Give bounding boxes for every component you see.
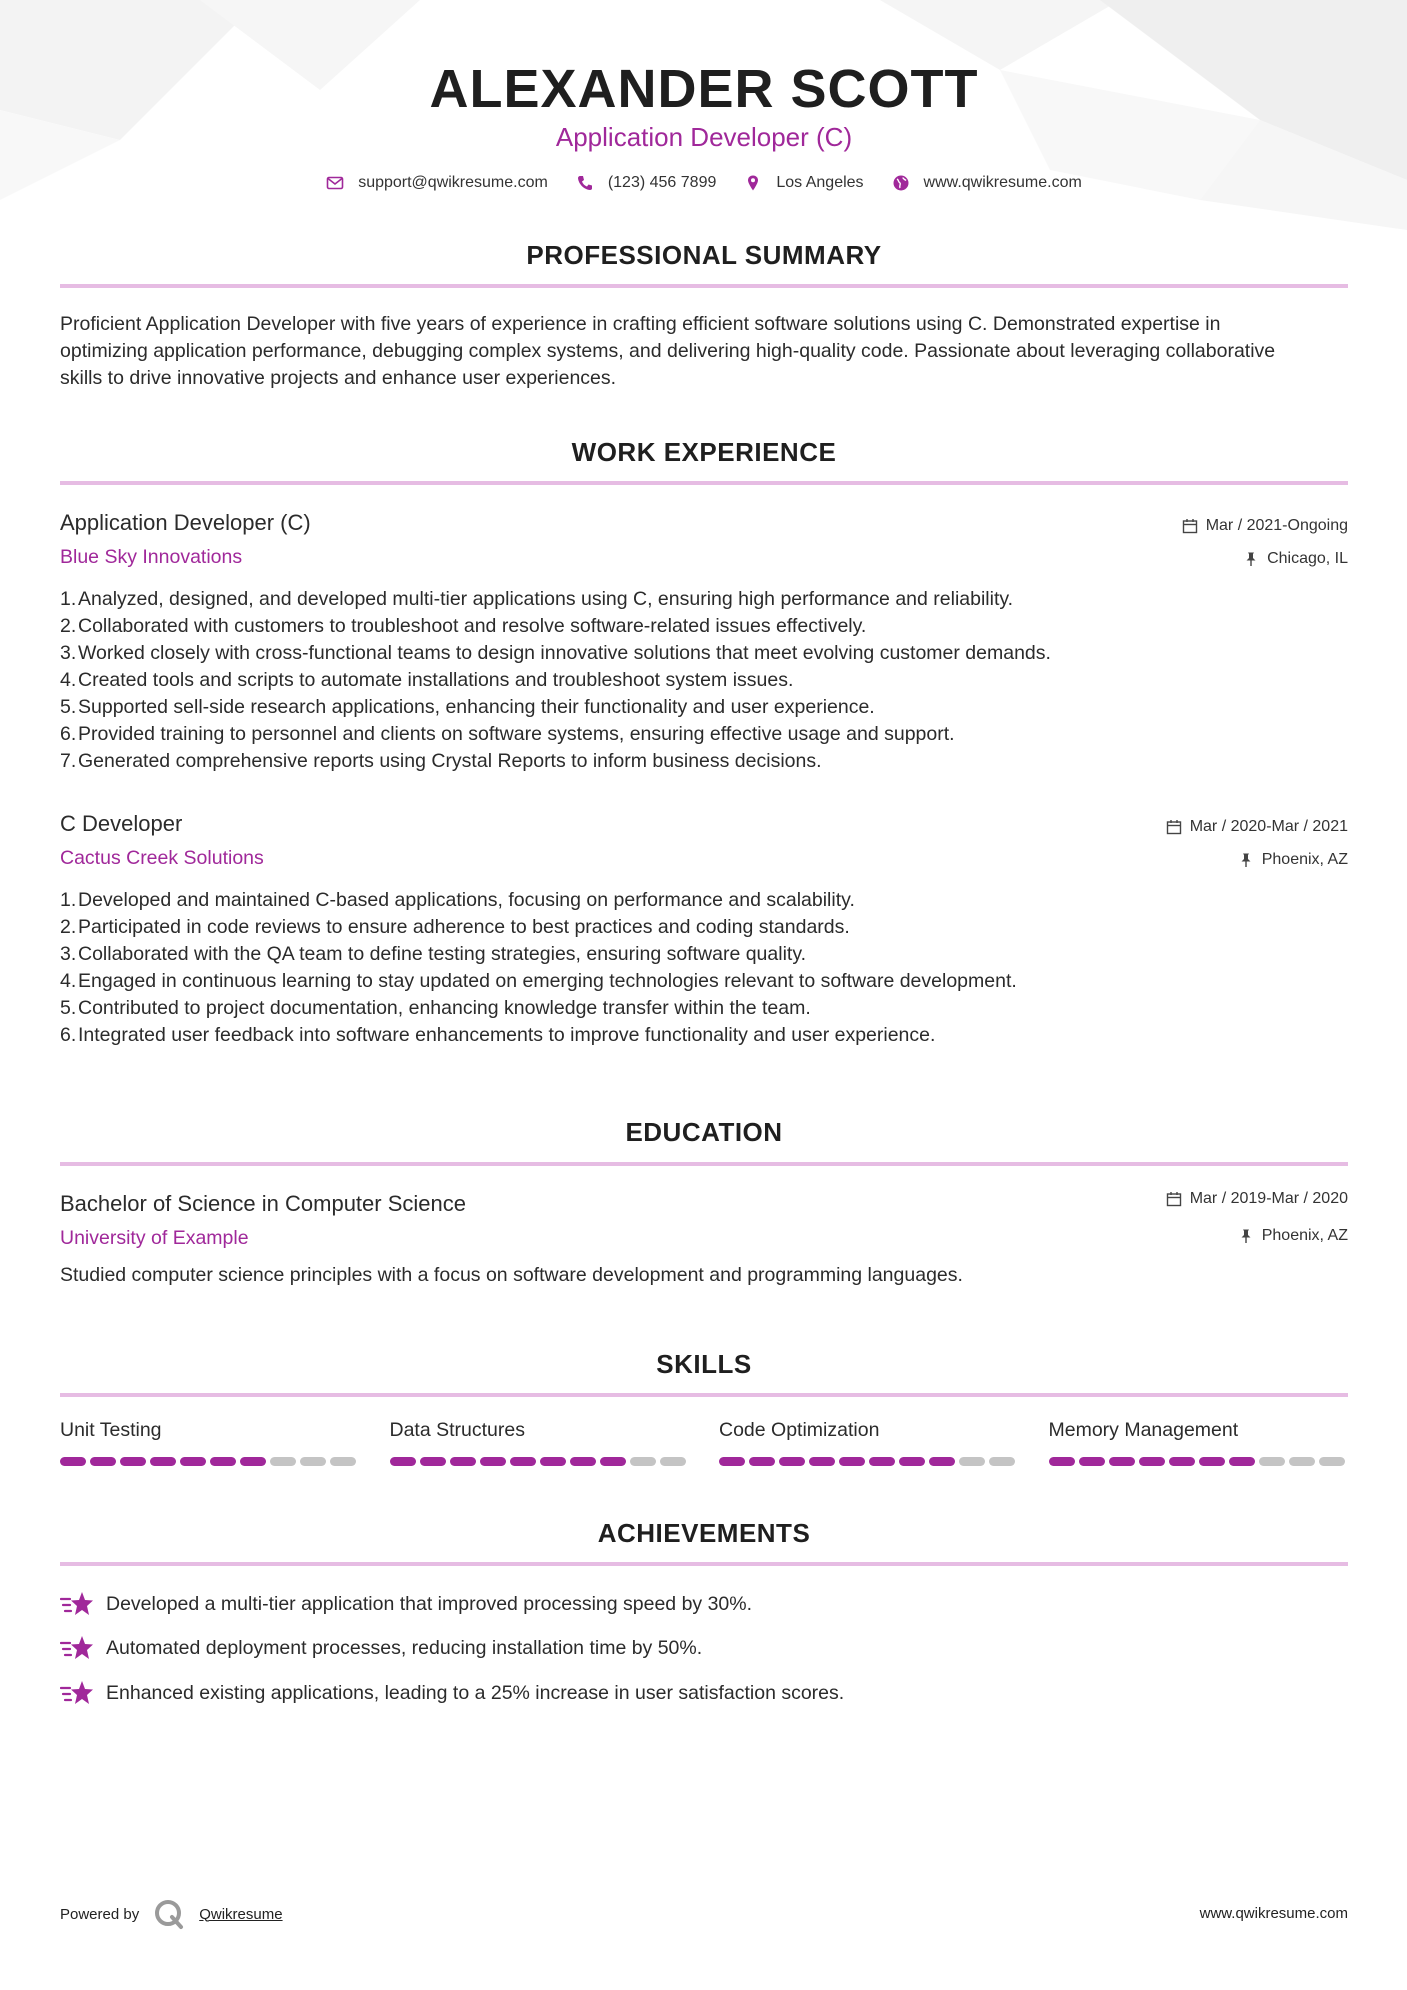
list-item: 5. Contributed to project documentation, enhancing knowledge transfer within the team.: [60, 997, 811, 1019]
skill-level-segment: [150, 1457, 176, 1466]
job-dates: [1182, 517, 1348, 535]
skill-level-segment: [809, 1457, 835, 1466]
skill-item: [390, 1419, 690, 1466]
list-item: 6. Integrated user feedback into software enhancements to improve functionality and user experience.: [60, 1024, 936, 1046]
pushpin-icon: [1243, 551, 1259, 567]
envelope-icon: [326, 174, 344, 192]
skill-level-segment: [1049, 1457, 1075, 1466]
education-dates: [1166, 1190, 1348, 1208]
skill-level-segment: [989, 1457, 1015, 1466]
summary-divider: [60, 284, 1348, 288]
skills-list: [60, 1419, 1348, 1466]
calendar-icon: [1182, 518, 1198, 534]
skill-level-segment: [719, 1457, 745, 1466]
contact-bar: [60, 174, 1348, 192]
list-item: 3. Collaborated with the QA team to define testing strategies, ensuring software quality.: [60, 943, 807, 965]
school-name: University of Example: [60, 1227, 249, 1249]
contact-location: [744, 174, 863, 192]
contact-website[interactable]: [892, 174, 1082, 192]
list-item: 1. Analyzed, designed, and developed multi-tier applications using C, ensuring high performance and reliability.: [60, 588, 1014, 610]
job-title: C Developer: [60, 811, 183, 836]
list-item: 4. Created tools and scripts to automate installations and troubleshoot system issues.: [60, 669, 794, 691]
skill-level-segment: [60, 1457, 86, 1466]
contact-email[interactable]: [326, 174, 548, 192]
job-title: Application Developer (C): [60, 510, 311, 535]
job-dates-text: Mar / 2020-Mar / 2021: [1189, 818, 1348, 835]
achievements-heading: ACHIEVEMENTS: [597, 1518, 811, 1548]
skill-level-segment: [1289, 1457, 1315, 1466]
skill-level-segment: [869, 1457, 895, 1466]
skill-level-segment: [959, 1457, 985, 1466]
skill-item: [1049, 1419, 1349, 1466]
skill-level-segment: [1079, 1457, 1105, 1466]
calendar-icon: [1166, 1191, 1182, 1207]
map-pin-icon: [744, 174, 762, 192]
skill-name: Unit Testing: [60, 1419, 162, 1441]
skill-level-segment: [390, 1457, 416, 1466]
company-name: Blue Sky Innovations: [60, 546, 243, 568]
skill-level-segment: [450, 1457, 476, 1466]
skill-level-segment: [240, 1457, 266, 1466]
education-description: Studied computer science principles with a focus on software development and programming languages.: [60, 1264, 963, 1286]
skill-level-segment: [210, 1457, 236, 1466]
qwikresume-link[interactable]: Qwikresume: [199, 1905, 283, 1923]
skill-level-segment: [929, 1457, 955, 1466]
list-item: 3. Worked closely with cross-functional teams to design innovative solutions that meet evolving customer demands.: [60, 642, 1051, 664]
list-item: 6. Provided training to personnel and clients on software systems, ensuring effective usage and support.: [60, 723, 955, 745]
achievements-divider: [60, 1562, 1348, 1566]
achievement-text: Developed a multi-tier application that improved processing speed by 30%.: [106, 1592, 753, 1615]
achievement-text: Enhanced existing applications, leading to a 25% increase in user satisfaction scores.: [106, 1681, 845, 1704]
skill-level-segment: [1199, 1457, 1225, 1466]
skill-level-segment: [660, 1457, 686, 1466]
skill-level-segment: [899, 1457, 925, 1466]
skills-heading: SKILLS: [656, 1349, 752, 1379]
achievement-item: [60, 1634, 702, 1662]
skills-divider: [60, 1393, 1348, 1397]
education-location-text: Phoenix, AZ: [1261, 1227, 1348, 1244]
contact-phone-text: (123) 456 7899: [607, 174, 717, 191]
list-item: 7. Generated comprehensive reports using Crystal Reports to inform business decisions.: [60, 750, 822, 772]
skill-item: [60, 1419, 360, 1466]
list-item: 4. Engaged in continuous learning to stay updated on emerging technologies relevant to software development.: [60, 970, 1017, 992]
job-location-text: Phoenix, AZ: [1261, 851, 1348, 868]
job-responsibilities: [60, 586, 1348, 775]
skill-level-segment: [630, 1457, 656, 1466]
contact-website-text: www.qwikresume.com: [923, 174, 1082, 191]
skill-level-segment: [1229, 1457, 1255, 1466]
skill-item: [719, 1419, 1019, 1466]
shooting-star-icon: [60, 1634, 94, 1662]
job-location: [1243, 550, 1348, 568]
skill-level-segment: [300, 1457, 326, 1466]
skill-level-segment: [120, 1457, 146, 1466]
experience-divider: [60, 481, 1348, 485]
experience-heading: WORK EXPERIENCE: [571, 437, 837, 467]
pushpin-icon: [1238, 852, 1254, 868]
summary-line: optimizing application performance, debugging complex systems, and delivering high-quality code. Passionate about leveraging collaborative: [60, 340, 1276, 362]
skill-level-segment: [1169, 1457, 1195, 1466]
skill-level-segment: [1319, 1457, 1345, 1466]
powered-by-label: Powered by: [60, 1905, 140, 1923]
job-location: [1238, 851, 1348, 869]
education-heading: EDUCATION: [625, 1117, 783, 1147]
job-dates-text: Mar / 2021-Ongoing: [1205, 517, 1348, 534]
footer-website[interactable]: www.qwikresume.com: [1199, 1905, 1348, 1922]
skill-level-bar: [60, 1457, 360, 1466]
skill-level-segment: [540, 1457, 566, 1466]
candidate-name: ALEXANDER SCOTT: [429, 59, 979, 119]
skill-level-segment: [570, 1457, 596, 1466]
list-item: 2. Collaborated with customers to troubleshoot and resolve software-related issues effectively.: [60, 615, 867, 637]
shooting-star-icon: [60, 1590, 94, 1618]
company-name: Cactus Creek Solutions: [60, 847, 264, 869]
degree-title: Bachelor of Science in Computer Science: [60, 1191, 466, 1216]
achievement-text: Automated deployment processes, reducing installation time by 50%.: [106, 1636, 703, 1659]
skill-name: Data Structures: [389, 1419, 525, 1441]
pushpin-icon: [1238, 1228, 1254, 1244]
achievement-item: [60, 1679, 844, 1707]
skill-level-segment: [270, 1457, 296, 1466]
job-responsibilities: [60, 887, 1348, 1049]
contact-email-text: support@qwikresume.com: [358, 174, 548, 191]
job-location-text: Chicago, IL: [1267, 550, 1348, 567]
footer-powered-by: [60, 1898, 283, 1930]
summary-text: [60, 311, 1348, 392]
skill-level-segment: [1259, 1457, 1285, 1466]
calendar-icon: [1166, 819, 1182, 835]
skill-level-segment: [480, 1457, 506, 1466]
summary-line: skills to drive innovative projects and enhance user experiences.: [60, 367, 617, 389]
education-dates-text: Mar / 2019-Mar / 2020: [1189, 1190, 1348, 1207]
skill-level-segment: [779, 1457, 805, 1466]
contact-phone[interactable]: [576, 174, 717, 192]
skill-name: Code Optimization: [719, 1419, 880, 1441]
skill-level-bar: [390, 1457, 690, 1466]
skill-level-segment: [420, 1457, 446, 1466]
phone-icon: [576, 174, 594, 192]
qwikresume-logo-icon: [153, 1898, 185, 1930]
list-item: 1. Developed and maintained C-based applications, focusing on performance and scalability.: [60, 889, 855, 911]
skill-level-segment: [749, 1457, 775, 1466]
skill-level-segment: [1139, 1457, 1165, 1466]
skill-level-segment: [180, 1457, 206, 1466]
list-item: 2. Participated in code reviews to ensure adherence to best practices and coding standards.: [60, 916, 850, 938]
skill-level-segment: [1109, 1457, 1135, 1466]
job-dates: [1166, 818, 1348, 836]
skill-name: Memory Management: [1048, 1419, 1239, 1441]
candidate-title: Application Developer (C): [555, 122, 853, 152]
list-item: 5. Supported sell-side research applications, enhancing their functionality and user experience.: [60, 696, 875, 718]
achievement-item: [60, 1590, 752, 1618]
summary-heading: PROFESSIONAL SUMMARY: [526, 240, 882, 270]
skill-level-segment: [839, 1457, 865, 1466]
skill-level-segment: [90, 1457, 116, 1466]
education-divider: [60, 1162, 1348, 1166]
skill-level-bar: [1049, 1457, 1349, 1466]
contact-location-text: Los Angeles: [776, 174, 864, 191]
skill-level-bar: [719, 1457, 1019, 1466]
skill-level-segment: [600, 1457, 626, 1466]
education-location: [1238, 1227, 1348, 1245]
skill-level-segment: [510, 1457, 536, 1466]
shooting-star-icon: [60, 1679, 94, 1707]
globe-icon: [892, 174, 910, 192]
skill-level-segment: [330, 1457, 356, 1466]
summary-line: Proficient Application Developer with five years of experience in crafting efficient software solutions using C. Demonstrated expertise in: [60, 313, 1221, 335]
